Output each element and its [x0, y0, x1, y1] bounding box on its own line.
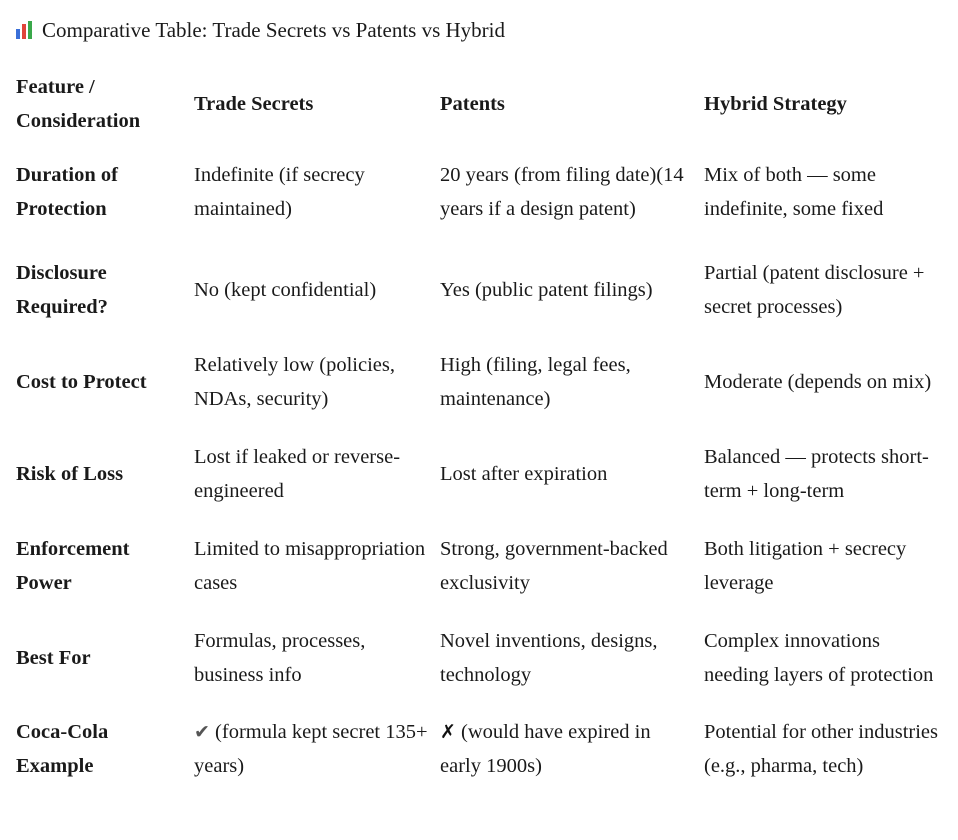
table-row [8, 140, 948, 244]
cell-patents [432, 704, 696, 794]
cell-trade-secrets: No (kept confidential) [194, 279, 377, 301]
cell-hybrid: Complex innovations needing layers of protection [704, 630, 934, 686]
row-label: Enforcement Power [16, 538, 130, 594]
cell-trade-secrets: Indefinite (if secrecy maintained) [194, 164, 365, 220]
header-feature: Feature / Consideration [16, 76, 141, 132]
table-row [8, 336, 948, 428]
cell-hybrid: Balanced — protects short-term + long-term [704, 446, 929, 502]
header-patents: Patents [440, 93, 505, 115]
cell-hybrid: Partial (patent disclosure + secret processes) [704, 262, 925, 318]
table-row [8, 520, 948, 612]
header-trade-secrets: Trade Secrets [194, 93, 314, 115]
table-header-row [8, 68, 948, 140]
cell-text: (would have expired in early 1900s) [440, 721, 651, 777]
row-label: Cost to Protect [16, 371, 147, 393]
cell-patents: Lost after expiration [440, 463, 608, 485]
cell-patents: High (filing, legal fees, maintenance) [440, 354, 631, 410]
row-label: Best For [16, 647, 91, 669]
cell-trade-secrets: Relatively low (policies, NDAs, security) [194, 354, 395, 410]
check-mark-icon: ✔ [194, 721, 210, 743]
table-row [8, 704, 948, 794]
cross-mark-icon: ✗ [440, 721, 456, 743]
cell-text: (formula kept secret 135+ years) [194, 721, 428, 777]
row-label: Risk of Loss [16, 463, 124, 485]
cell-patents: 20 years (from filing date)(14 years if a design patent) [440, 164, 684, 220]
cell-patents: Strong, government-backed exclusivity [440, 538, 668, 594]
cell-trade-secrets: Limited to misappropriation cases [194, 538, 426, 594]
comparison-table [8, 68, 948, 794]
cell-trade-secrets: Formulas, processes, business info [194, 630, 366, 686]
row-label: Disclosure Required? [16, 262, 108, 318]
cell-hybrid: Potential for other industries (e.g., pharma, tech) [704, 721, 938, 777]
table-title [14, 16, 505, 44]
table-row [8, 428, 948, 520]
cell-patents: Novel inventions, designs, technology [440, 630, 658, 686]
header-hybrid: Hybrid Strategy [704, 93, 847, 115]
cell-hybrid: Mix of both — some indefinite, some fixed [704, 164, 884, 220]
cell-hybrid: Both litigation + secrecy leverage [704, 538, 907, 594]
cell-patents: Yes (public patent filings) [440, 279, 653, 301]
table-row [8, 612, 948, 704]
cell-trade-secrets [186, 704, 432, 794]
cell-hybrid: Moderate (depends on mix) [704, 371, 932, 393]
cell-trade-secrets: Lost if leaked or reverse-engineered [194, 446, 401, 502]
table-row [8, 244, 948, 336]
row-label: Duration of Protection [16, 164, 118, 220]
title-text: Comparative Table: Trade Secrets vs Patents vs Hybrid [42, 18, 505, 42]
bar-chart-icon [14, 20, 34, 40]
row-label: Coca-Cola Example [16, 721, 109, 777]
